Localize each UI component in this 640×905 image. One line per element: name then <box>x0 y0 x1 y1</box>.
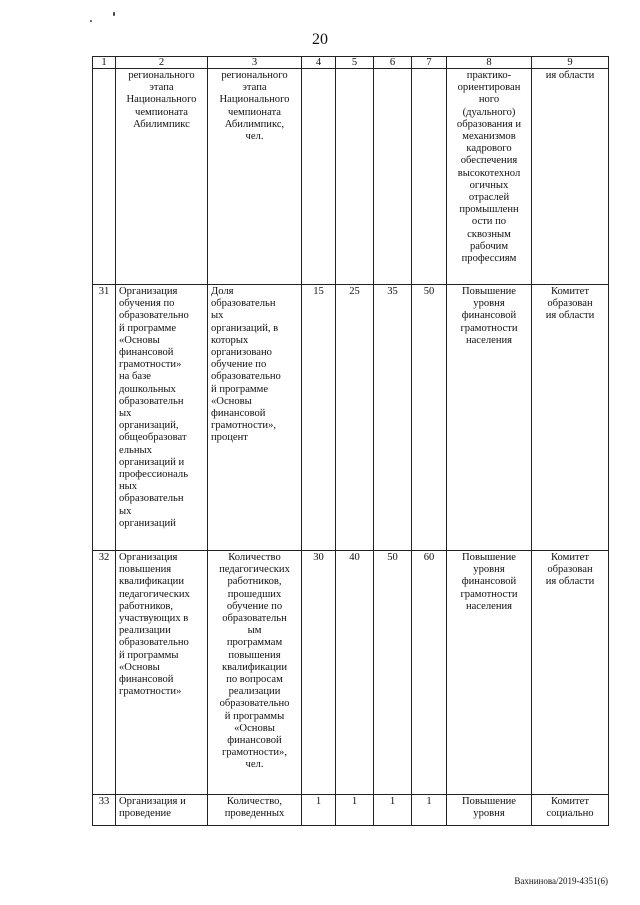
measure-name-cell <box>116 285 208 551</box>
scan-speck <box>90 20 92 22</box>
responsible-cell <box>532 795 609 826</box>
cell-line: Организация <box>119 286 178 297</box>
table-row <box>93 551 609 795</box>
cell-line: педагогических <box>219 564 290 576</box>
cell-line: Абилимпикс, <box>224 118 285 130</box>
cell-line: Повышение <box>462 796 516 807</box>
header-cell: 8 <box>447 57 532 69</box>
cell-line: населения <box>465 600 513 612</box>
value-cell: 1 <box>374 795 412 826</box>
cell-line: ия области <box>545 70 595 81</box>
cell-line: грамотности <box>460 588 518 600</box>
cell-line: работников, <box>119 600 174 612</box>
cell-line: повышения <box>119 564 172 576</box>
cell-line: ельных <box>119 444 152 456</box>
measure-name-cell <box>116 795 208 826</box>
table-row <box>93 795 609 826</box>
value-cell: 50 <box>374 551 412 795</box>
expected-result-cell <box>447 795 532 826</box>
cell-line: ного <box>478 94 500 106</box>
cell-line: образовательно <box>219 698 290 710</box>
cell-line: реализации <box>119 625 171 637</box>
value-cell: 40 <box>336 551 374 795</box>
cell-line: проведенных <box>224 808 285 820</box>
cell-line: финансовой <box>119 674 174 686</box>
cell-line: образовательн <box>119 395 184 407</box>
cell-line: чемпионата <box>228 106 281 118</box>
cell-line: ых <box>119 505 132 517</box>
table-row <box>93 69 609 285</box>
cell-line: грамотности» <box>119 686 182 698</box>
cell-line: ым <box>247 625 262 637</box>
cell-line: «Основы <box>211 395 252 407</box>
cell-line: прошедших <box>227 588 282 600</box>
cell-line: й программе <box>211 383 269 395</box>
cell-line: грамотности» <box>119 359 182 371</box>
cell-line: чемпионата <box>135 106 188 118</box>
cell-line: Национального <box>126 94 197 106</box>
cell-line: социально <box>546 808 594 820</box>
cell-line: Комитет <box>551 552 589 563</box>
cell-line: сквозным <box>467 228 511 240</box>
cell-line: профессиональ <box>119 469 189 481</box>
cell-line: которых <box>211 334 249 346</box>
cell-line: работников, <box>227 576 282 588</box>
cell-line: образовательн <box>211 298 276 310</box>
cell-line: грамотности», <box>221 747 287 759</box>
cell-line: организаций <box>119 517 176 529</box>
value-cell: 25 <box>336 285 374 551</box>
cell-line: Комитет <box>551 286 589 297</box>
cell-line: образован <box>547 564 593 576</box>
cell-line: организаций и <box>119 456 185 468</box>
responsible-cell <box>532 285 609 551</box>
cell-line: программам <box>226 637 283 649</box>
cell-line: организаций, <box>119 420 179 432</box>
cell-line: уровня <box>473 808 505 820</box>
cell-line: чел. <box>245 759 264 771</box>
cell-line: Повышение <box>462 552 516 563</box>
cell-line: обеспечения <box>460 155 518 167</box>
expected-result-cell <box>447 69 532 285</box>
header-cell: 9 <box>532 57 609 69</box>
cell-line: финансовой <box>461 310 517 322</box>
header-cell: 6 <box>374 57 412 69</box>
cell-line: квалификации <box>119 576 184 588</box>
value-cell: 35 <box>374 285 412 551</box>
cell-line: образовательно <box>119 637 189 649</box>
cell-line: по вопросам <box>226 674 283 686</box>
cell-line: образовательн <box>119 493 184 505</box>
cell-line: образован <box>547 298 593 310</box>
cell-line: образовательно <box>211 371 281 383</box>
row-number-cell <box>93 69 116 285</box>
cell-line: профессиям <box>461 253 517 265</box>
cell-line: обучение по <box>226 600 283 612</box>
measure-name-cell <box>116 69 208 285</box>
cell-line: практико- <box>466 70 512 81</box>
cell-line: рабочим <box>469 240 509 252</box>
cell-line: ориентирован <box>457 82 521 94</box>
cell-line: образовательно <box>119 310 189 322</box>
cell-line: й программы <box>224 710 285 722</box>
indicator-cell <box>208 795 302 826</box>
cell-line: финансовой <box>461 576 517 588</box>
cell-line: этапа <box>242 82 267 94</box>
cell-line: финансовой <box>227 735 282 747</box>
cell-line: ых <box>119 408 132 420</box>
header-cell: 4 <box>302 57 336 69</box>
cell-line: Количество <box>228 552 281 563</box>
cell-line: й программы <box>119 649 179 661</box>
cell-line: педагогических <box>119 588 190 600</box>
cell-line: высокотехнол <box>457 167 521 179</box>
header-cell: 1 <box>93 57 116 69</box>
value-cell <box>412 69 447 285</box>
cell-line: «Основы <box>119 334 160 346</box>
cell-line: образовательн <box>222 613 287 625</box>
cell-line: регионального <box>221 70 288 81</box>
header-cell: 2 <box>116 57 208 69</box>
cell-line: огичных <box>469 179 509 191</box>
cell-line: обучение по <box>211 359 267 371</box>
row-number-cell: 32 <box>93 551 116 795</box>
cell-line: финансовой <box>211 408 266 420</box>
cell-line: этапа <box>149 82 174 94</box>
cell-line: Повышение <box>462 286 516 297</box>
value-cell: 1 <box>336 795 374 826</box>
cell-line: организовано <box>211 347 272 359</box>
cell-line: реализации <box>228 686 281 698</box>
cell-line: образования и <box>456 118 522 130</box>
cell-line: Комитет <box>551 796 589 807</box>
cell-line: (дуального) <box>462 106 516 118</box>
cell-line: Количество, <box>226 796 283 807</box>
cell-line: ых <box>211 310 224 322</box>
cell-line: участвующих в <box>119 613 189 625</box>
header-cell: 5 <box>336 57 374 69</box>
measures-table <box>92 56 609 826</box>
cell-line: Организация <box>119 552 178 563</box>
cell-line: регионального <box>128 70 195 81</box>
cell-line: й программе <box>119 322 177 334</box>
cell-line: обучения по <box>119 298 175 310</box>
cell-line: повышения <box>228 649 281 661</box>
indicator-cell <box>208 551 302 795</box>
value-cell: 1 <box>302 795 336 826</box>
cell-line: населения <box>465 334 513 346</box>
cell-line: организаций, в <box>211 322 279 334</box>
cell-line: квалификации <box>222 661 287 673</box>
value-cell: 60 <box>412 551 447 795</box>
cell-line: «Основы <box>234 722 275 734</box>
cell-line: дошкольных <box>119 383 176 395</box>
cell-line: «Основы <box>119 661 160 673</box>
cell-line: процент <box>211 432 248 444</box>
document-footer-code: Вахнинова/2019-4351(6) <box>514 876 608 886</box>
measure-name-cell <box>116 551 208 795</box>
value-cell: 15 <box>302 285 336 551</box>
value-cell <box>302 69 336 285</box>
cell-line: механизмов <box>462 131 516 143</box>
cell-line: отраслей <box>468 192 510 204</box>
cell-line: на базе <box>119 371 151 383</box>
cell-line: ия области <box>545 310 595 322</box>
table-row <box>93 285 609 551</box>
cell-line: кадрового <box>466 143 512 155</box>
table-header-row <box>93 57 609 69</box>
cell-line: Доля <box>211 286 234 297</box>
row-number-cell: 33 <box>93 795 116 826</box>
cell-line: грамотности <box>460 322 518 334</box>
scan-speck <box>113 12 115 16</box>
cell-line: промышленн <box>459 204 519 216</box>
cell-line: уровня <box>473 564 505 576</box>
value-cell: 50 <box>412 285 447 551</box>
cell-line: проведение <box>119 808 171 820</box>
indicator-cell <box>208 285 302 551</box>
header-cell: 3 <box>208 57 302 69</box>
expected-result-cell <box>447 285 532 551</box>
cell-line: Организация и <box>119 796 186 807</box>
expected-result-cell <box>447 551 532 795</box>
cell-line: финансовой <box>119 347 174 359</box>
row-number-cell: 31 <box>93 285 116 551</box>
header-cell: 7 <box>412 57 447 69</box>
value-cell <box>336 69 374 285</box>
value-cell: 30 <box>302 551 336 795</box>
indicator-cell <box>208 69 302 285</box>
cell-line: грамотности», <box>211 420 277 432</box>
page-number: 20 <box>312 31 328 48</box>
cell-line: Национального <box>219 94 290 106</box>
value-cell <box>374 69 412 285</box>
cell-line: ия области <box>545 576 595 588</box>
cell-line: Абилимпикс <box>133 118 190 130</box>
cell-line: ных <box>119 481 138 493</box>
value-cell: 1 <box>412 795 447 826</box>
cell-line: чел. <box>245 131 264 143</box>
cell-line: ости по <box>471 216 507 228</box>
cell-line: общеобразоват <box>119 432 187 444</box>
responsible-cell <box>532 69 609 285</box>
responsible-cell <box>532 551 609 795</box>
cell-line: уровня <box>473 298 505 310</box>
